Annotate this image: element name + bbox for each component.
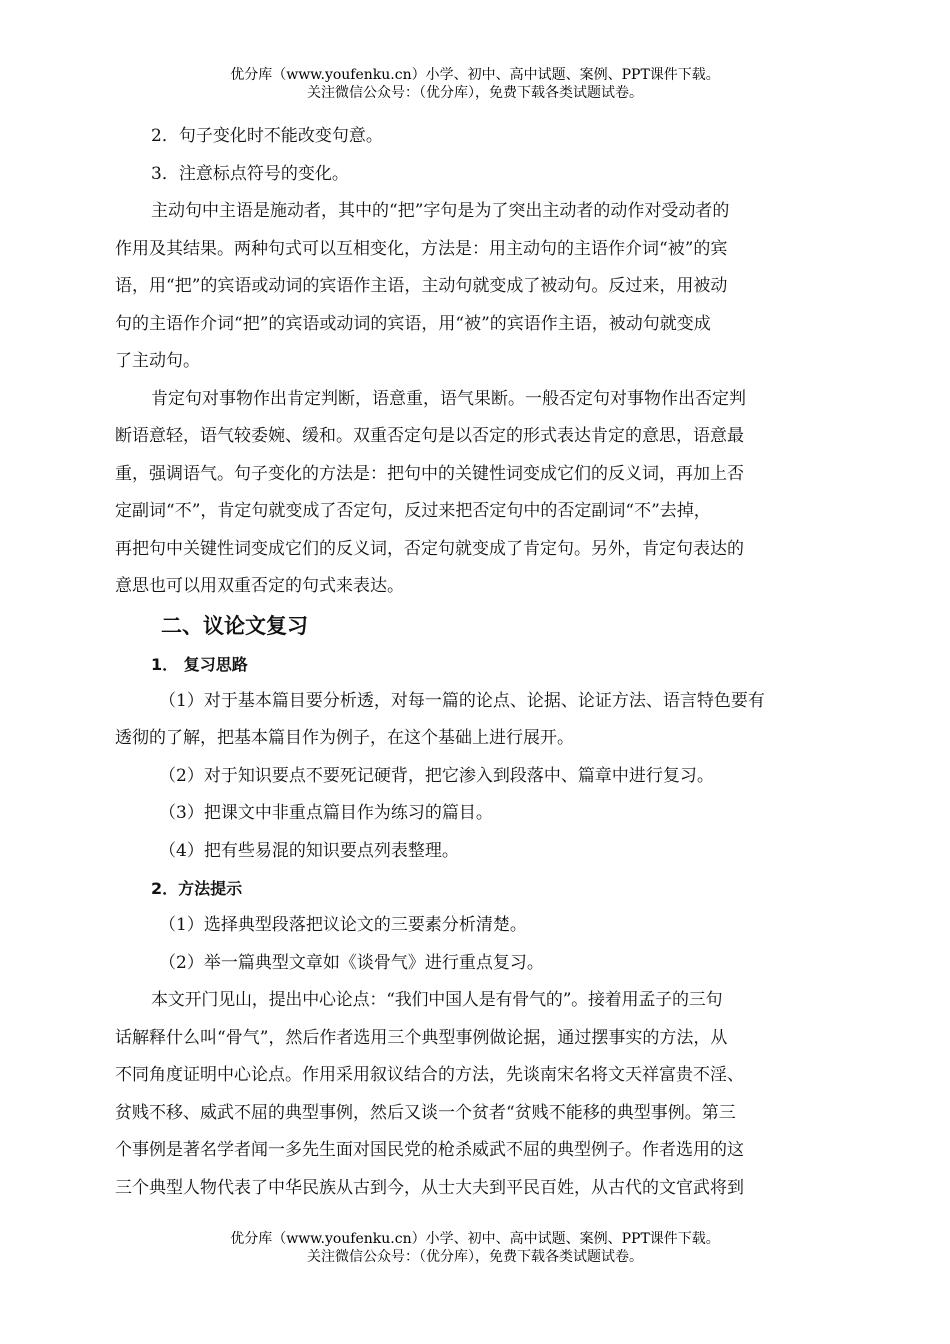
header-line-1: 优分库（www.youfenku.cn）小学、初中、高中试题、案例、PPT课件下载。 [230, 67, 720, 83]
paragraph-line: 不同角度证明中心论点。作用采用叙议结合的方法，先谈南宋名将文天祥富贵不淫、 [115, 1065, 744, 1085]
page-header [0, 66, 950, 102]
list-item-2: 2．句子变化时不能改变句意。 [151, 126, 383, 146]
list-item: （2）举一篇典型文章如《谈骨气》进行重点复习。 [159, 952, 544, 973]
footer-line-2: 关注微信公众号：（优分库），免费下载各类试题试卷。 [307, 1249, 643, 1265]
list-item: （1）选择典型段落把议论文的三要素分析清楚。 [159, 915, 527, 935]
paragraph-line: 贫贱不移、威武不屈的典型事例，然后又谈一个贫者“贫贱不能移的典型事例。第三 [115, 1102, 736, 1123]
paragraph-line: 再把句中关键性词变成它们的反义词，否定句就变成了肯定句。另外，肯定句表达的 [115, 538, 744, 559]
subsection-heading-method-tips: 2．方法提示 [151, 879, 243, 898]
list-item-3: 3．注意标点符号的变化。 [151, 163, 349, 184]
paragraph-active-passive [115, 193, 837, 381]
paragraph-tan-gu-qi [115, 982, 837, 1207]
paragraph-line: 断语意轻，语气较委婉、缓和。双重否定句是以否定的形式表达肯定的意思，语意最 [115, 426, 744, 446]
paragraph-line: 句的主语作介词“把”的宾语或动词的宾语，用“被”的宾语作主语，被动句就变成 [115, 313, 711, 334]
paragraph-line: 主动句中主语是施动者，其中的“把”字句是为了突出主动者的动作对受动者的 [151, 201, 730, 221]
section-heading: 二、议论文复习 [161, 613, 308, 638]
paragraph-line: 话解释什么叫“骨气”，然后作者选用三个典型事例做论据，通过摆事实的方法，从 [115, 1027, 728, 1048]
header-line-2: 关注微信公众号：（优分库），免费下载各类试题试卷。 [307, 85, 643, 101]
subsection-heading-review-approach: 1． 复习思路 [151, 654, 248, 674]
list-item: （4）把有些易混的知识要点列表整理。 [159, 840, 459, 861]
paragraph-affirmative-negative [115, 381, 837, 606]
document-body [115, 118, 837, 1207]
paragraph-line: 语，用“把”的宾语或动词的宾语作主语，主动句就变成了被动句。反过来，用被动 [115, 276, 728, 296]
list-item-continuation: 透彻的了解，把基本篇目作为例子，在这个基础上进行展开。 [115, 728, 574, 748]
list-item: （2）对于知识要点不要死记硬背，把它渗入到段落中、篇章中进行复习。 [159, 765, 714, 786]
paragraph-line: 定副词“不”，肯定句就变成了否定句，反过来把否定句中的否定副词“不”去掉， [115, 501, 711, 521]
paragraph-line: 意思也可以用双重否定的句式来表达。 [115, 576, 404, 596]
paragraph-line: 作用及其结果。两种句式可以互相变化，方法是：用主动句的主语作介词“被”的宾 [115, 238, 728, 259]
paragraph-line: 肯定句对事物作出肯定判断，语意重，语气果断。一般否定句对事物作出否定判 [151, 388, 746, 409]
list-item: （1）对于基本篇目要分析透，对每一篇的论点、论据、论证方法、语言特色要有 [159, 690, 765, 711]
list-item: （3）把课文中非重点篇目作为练习的篇目。 [159, 803, 493, 823]
paragraph-line: 本文开门见山，提出中心论点：“我们中国人是有骨气的”。接着用孟子的三句 [151, 990, 723, 1010]
footer-line-1: 优分库（www.youfenku.cn）小学、初中、高中试题、案例、PPT课件下载。 [230, 1231, 720, 1247]
paragraph-line: 了主动句。 [115, 351, 200, 371]
paragraph-line: 重，强调语气。句子变化的方法是：把句中的关键性词变成它们的反义词，再加上否 [115, 463, 744, 484]
paragraph-line: 三个典型人物代表了中华民族从古到今，从士大夫到平民百姓，从古代的文官武将到 [115, 1177, 744, 1198]
paragraph-line: 个事例是著名学者闻一多先生面对国民党的枪杀威武不屈的典型例子。作者选用的这 [115, 1140, 744, 1160]
page-footer [0, 1230, 950, 1266]
